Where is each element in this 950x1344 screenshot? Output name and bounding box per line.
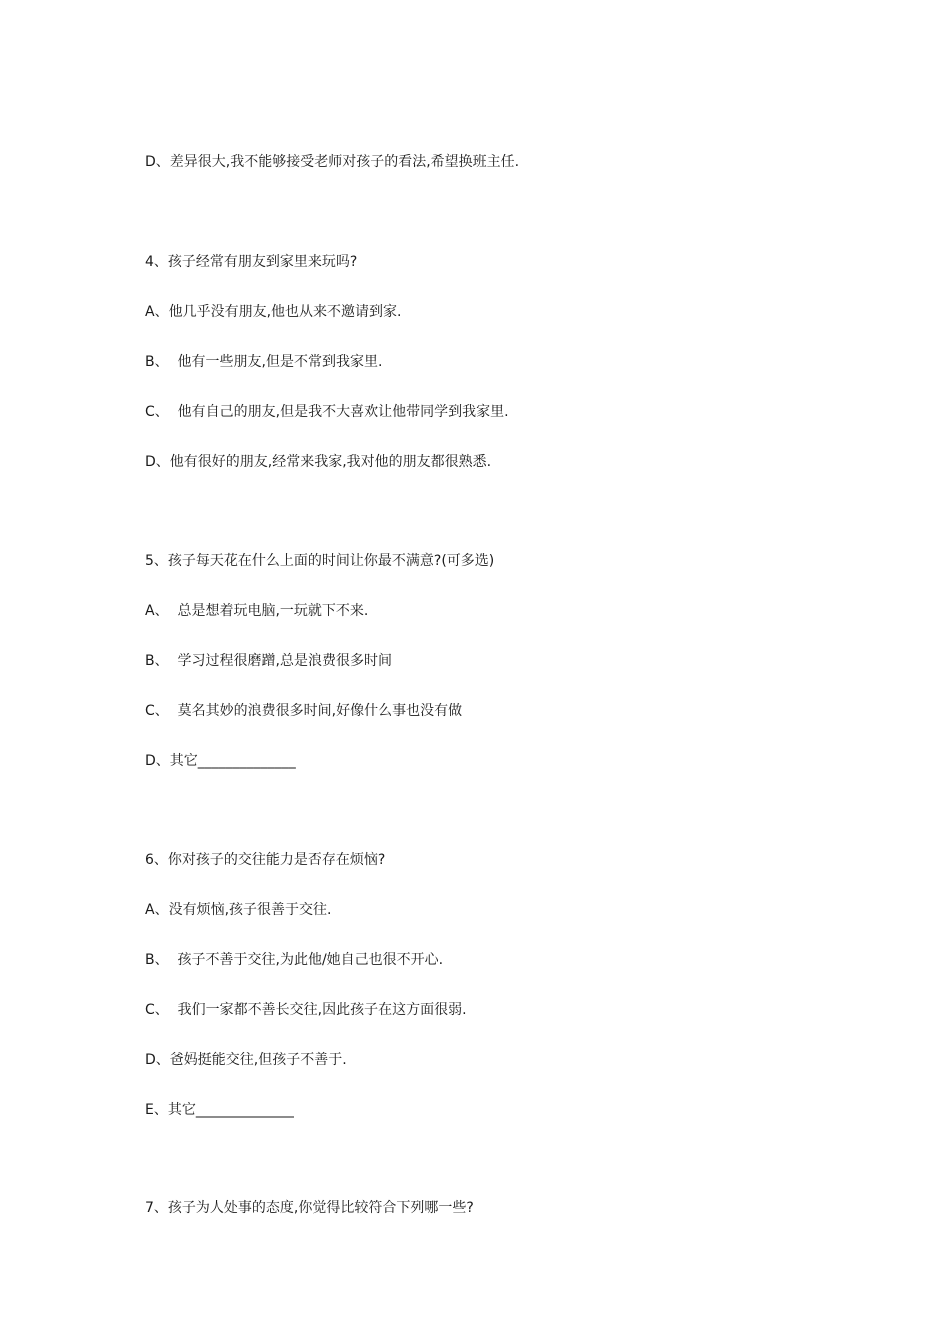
option-5-d: D、其它______________ <box>145 753 296 769</box>
option-6-e: E、其它______________ <box>145 1102 294 1118</box>
question-7: 7、孩子为人处事的态度,你觉得比较符合下列哪一些? <box>145 1200 474 1216</box>
option-4-c: C、 他有自己的朋友,但是我不大喜欢让他带同学到我家里. <box>145 404 509 420</box>
option-4-a: A、他几乎没有朋友,他也从来不邀请到家. <box>145 304 402 320</box>
option-6-b: B、 孩子不善于交往,为此他/她自己也很不开心. <box>145 952 444 968</box>
question-5: 5、孩子每天花在什么上面的时间让你最不满意?(可多选) <box>145 553 495 569</box>
option-6-d: D、爸妈挺能交往,但孩子不善于. <box>145 1052 347 1068</box>
question-6: 6、你对孩子的交往能力是否存在烦恼? <box>145 852 386 868</box>
option-6-c: C、 我们一家都不善长交往,因此孩子在这方面很弱. <box>145 1002 467 1018</box>
option-5-c: C、 莫名其妙的浪费很多时间,好像什么事也没有做 <box>145 703 463 719</box>
option-4-b: B、 他有一些朋友,但是不常到我家里. <box>145 354 383 370</box>
option-5-b: B、 学习过程很磨蹭,总是浪费很多时间 <box>145 653 392 669</box>
question-4: 4、孩子经常有朋友到家里来玩吗? <box>145 254 358 270</box>
option-3-d: D、差异很大,我不能够接受老师对孩子的看法,希望换班主任. <box>145 154 520 170</box>
option-5-a: A、 总是想着玩电脑,一玩就下不来. <box>145 603 369 619</box>
option-4-d: D、他有很好的朋友,经常来我家,我对他的朋友都很熟悉. <box>145 454 492 470</box>
option-6-a: A、没有烦恼,孩子很善于交往. <box>145 902 332 918</box>
